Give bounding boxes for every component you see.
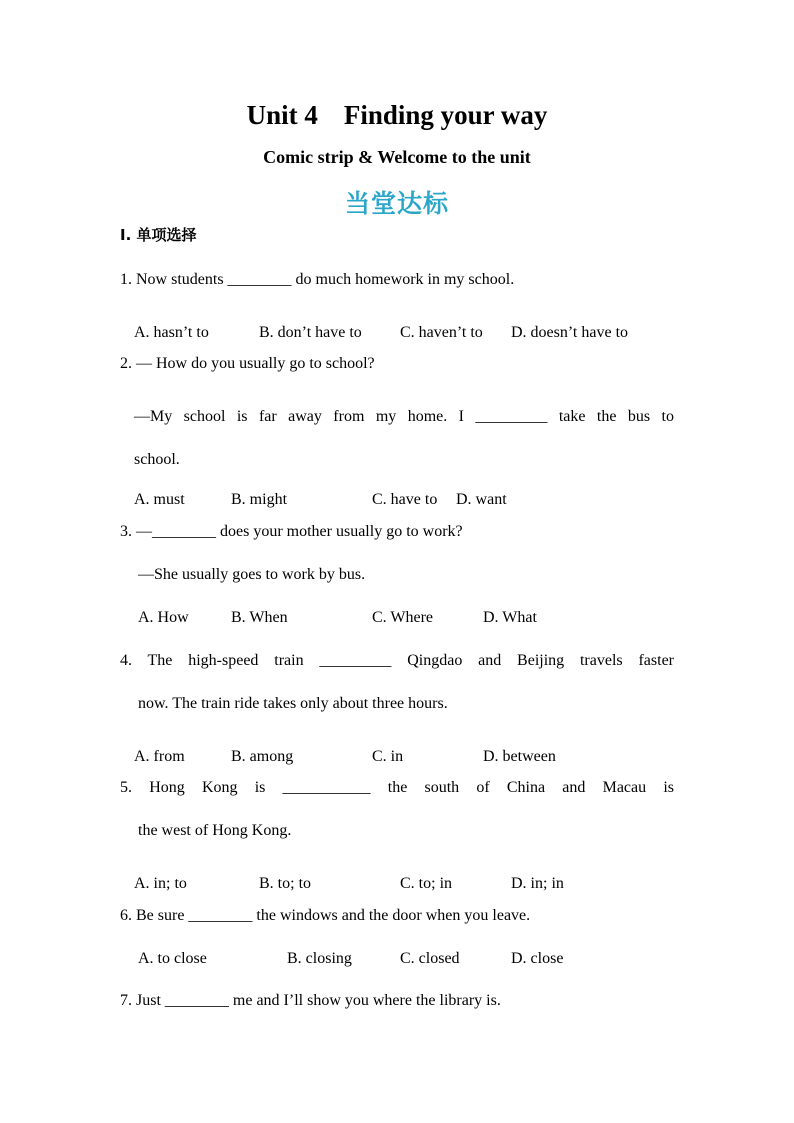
question-4-option-d: D. between [483, 748, 556, 765]
unit-number: Unit 4 [246, 100, 318, 130]
question-2-option-d: D. want [456, 491, 507, 508]
question-5-stem: 5. Hong Kong is ___________ the south of China and Macau is [120, 779, 674, 796]
question-1-option-d: D. doesn’t have to [511, 324, 629, 341]
question-3-option-c: C. Where [372, 609, 434, 626]
question-2-answer-line-2: school. [134, 451, 180, 468]
question-5-option-b: B. to; to [259, 875, 312, 892]
unit-name: Finding your way [343, 100, 548, 130]
question-2-option-a: A. must [134, 491, 185, 508]
question-5-option-c: C. to; in [400, 875, 453, 892]
question-4-option-b: B. among [231, 748, 294, 765]
question-3-option-b: B. When [231, 609, 288, 626]
question-6-option-c: C. closed [400, 950, 460, 967]
section-label: Ⅰ. 单项选择 [120, 226, 197, 244]
question-1-option-c: C. haven’t to [400, 324, 483, 341]
practice-heading: 当堂达标 [344, 189, 449, 218]
unit-title [0, 100, 794, 131]
question-4-stem: 4. The high-speed train _________ Qingdao and Beijing travels faster [120, 652, 674, 669]
question-7-stem: 7. Just ________ me and I’ll show you where the library is. [120, 992, 501, 1009]
question-1-stem: 1. Now students ________ do much homework in my school. [120, 271, 515, 288]
question-2-option-b: B. might [231, 491, 288, 508]
question-5-option-d: D. in; in [511, 875, 564, 892]
question-5-continuation: the west of Hong Kong. [138, 822, 292, 839]
question-6-option-d: D. close [511, 950, 564, 967]
question-3-option-d: D. What [483, 609, 537, 626]
question-1-option-a: A. hasn’t to [134, 324, 209, 341]
lesson-subtitle: Comic strip & Welcome to the unit [263, 147, 531, 167]
question-1-option-b: B. don’t have to [259, 324, 362, 341]
question-4-continuation: now. The train ride takes only about three hours. [138, 695, 448, 712]
question-3-stem: 3. —________ does your mother usually go to work? [120, 523, 463, 540]
question-2-stem: 2. — How do you usually go to school? [120, 355, 375, 372]
question-6-option-a: A. to close [138, 950, 207, 967]
question-4-option-a: A. from [134, 748, 185, 765]
question-4-option-c: C. in [372, 748, 404, 765]
question-6-option-b: B. closing [287, 950, 352, 967]
question-6-stem: 6. Be sure ________ the windows and the door when you leave. [120, 907, 531, 924]
question-3-answer-line: —She usually goes to work by bus. [138, 566, 366, 583]
question-2-option-c: C. have to [372, 491, 438, 508]
question-2-answer-line-1: —My school is far away from my home. I _________ take the bus to [134, 408, 674, 425]
question-5-option-a: A. in; to [134, 875, 187, 892]
question-3-option-a: A. How [138, 609, 189, 626]
